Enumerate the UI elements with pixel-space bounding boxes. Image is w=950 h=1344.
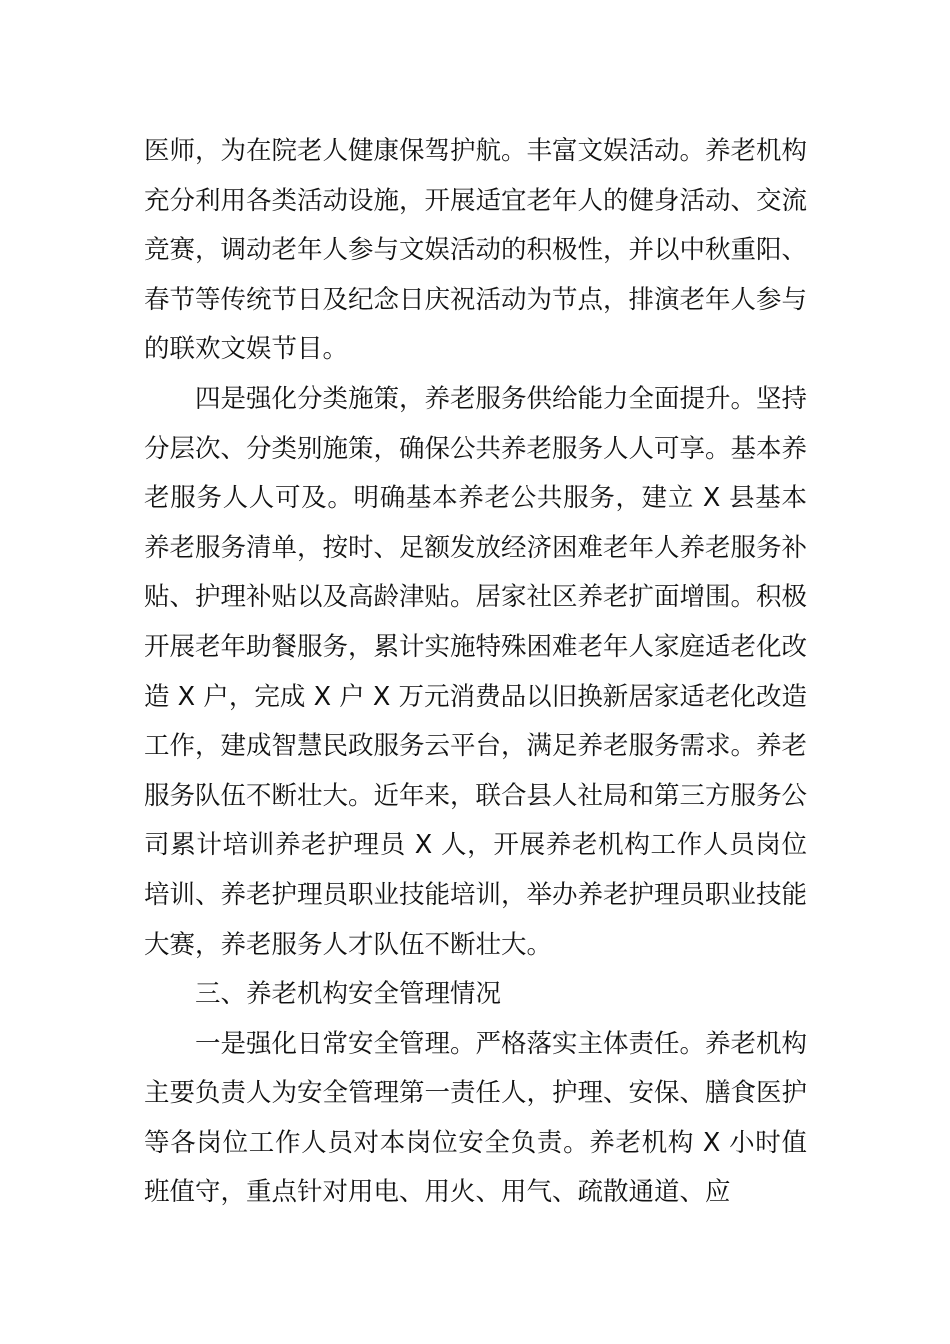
paragraph-2: 四是强化分类施策，养老服务供给能力全面提升。坚持分层次、分类别施策，确保公共养老服务人人可享。基本养老服务人人可及。明确基本养老公共服务，建立 X 县基本养老服务清单，按时、足额发放经济困难老年人养老服务补贴、护理补贴以及高龄津贴。居家社区养老扩面增围。积极开展老年助餐服务，累计实施特殊困难老年人家庭适老化改造 X 户，完成 X 户 X 万元消费品以旧换新居家适老化改造工作，建成智慧民政服务云平台，满足养老服务需求。养老服务队伍不断壮大。近年来，联合县人社局和第三方服务公司累计培训养老护理员 X 人，开展养老机构工作人员岗位培训、养老护理员职业技能培训，举办养老护理员职业技能大赛，养老服务人才队伍不断壮大。 [144,383,808,960]
section-heading: 三、养老机构安全管理情况 [195,979,502,1010]
paragraph-3: 一是强化日常安全管理。严格落实主体责任。养老机构主要负责人为安全管理第一责任人，护理、安保、膳食医护等各岗位工作人员对本岗位安全负责。养老机构 X 小时值班值守，重点针对用电、用火、用气、疏散通道、应 [144,1028,808,1208]
document-body [144,127,807,1218]
paragraph-1: 医师，为在院老人健康保驾护航。丰富文娱活动。养老机构充分利用各类活动设施，开展适宜老年人的健身活动、交流竞赛，调动老年人参与文娱活动的积极性，并以中秋重阳、春节等传统节日及纪念日庆祝活动为节点，排演老年人参与的联欢文娱节目。 [144,136,808,365]
